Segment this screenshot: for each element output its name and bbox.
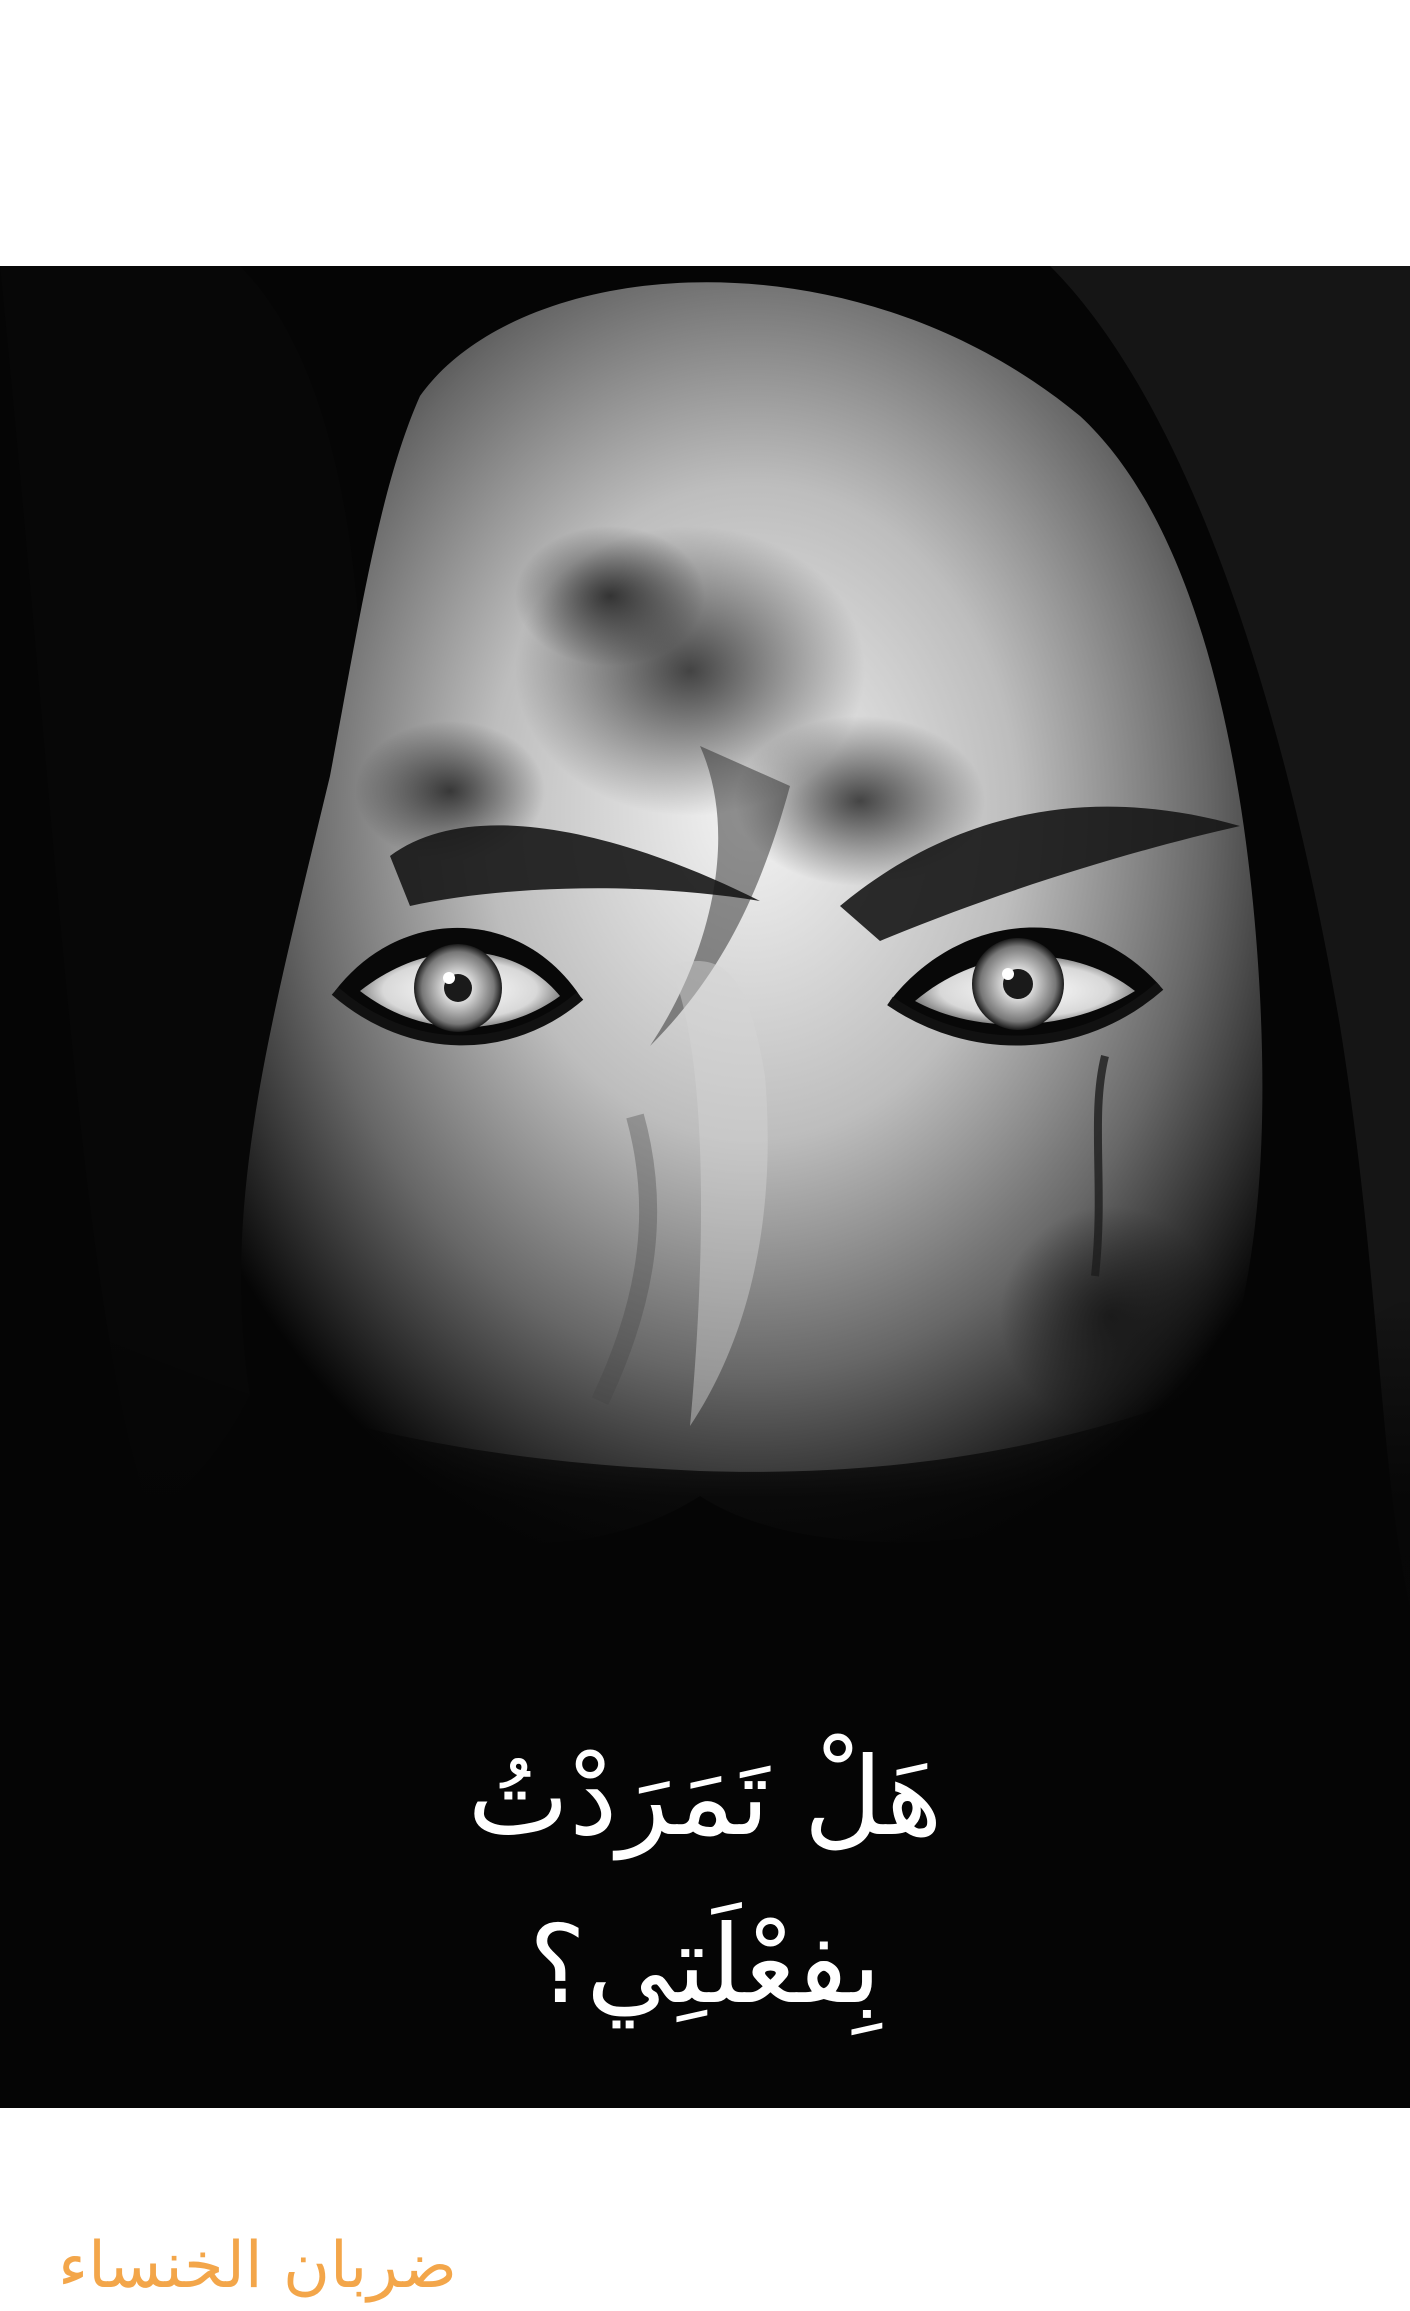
author-name: ضربان الخنساء: [58, 2229, 457, 2303]
book-title-line-2: بِفعْلَتِي؟: [528, 1903, 882, 2028]
book-title: [0, 1714, 1410, 2050]
book-title-line-1: هَلْ تَمَرَدْتُ: [467, 1735, 943, 1860]
book-cover: [0, 266, 1410, 2303]
